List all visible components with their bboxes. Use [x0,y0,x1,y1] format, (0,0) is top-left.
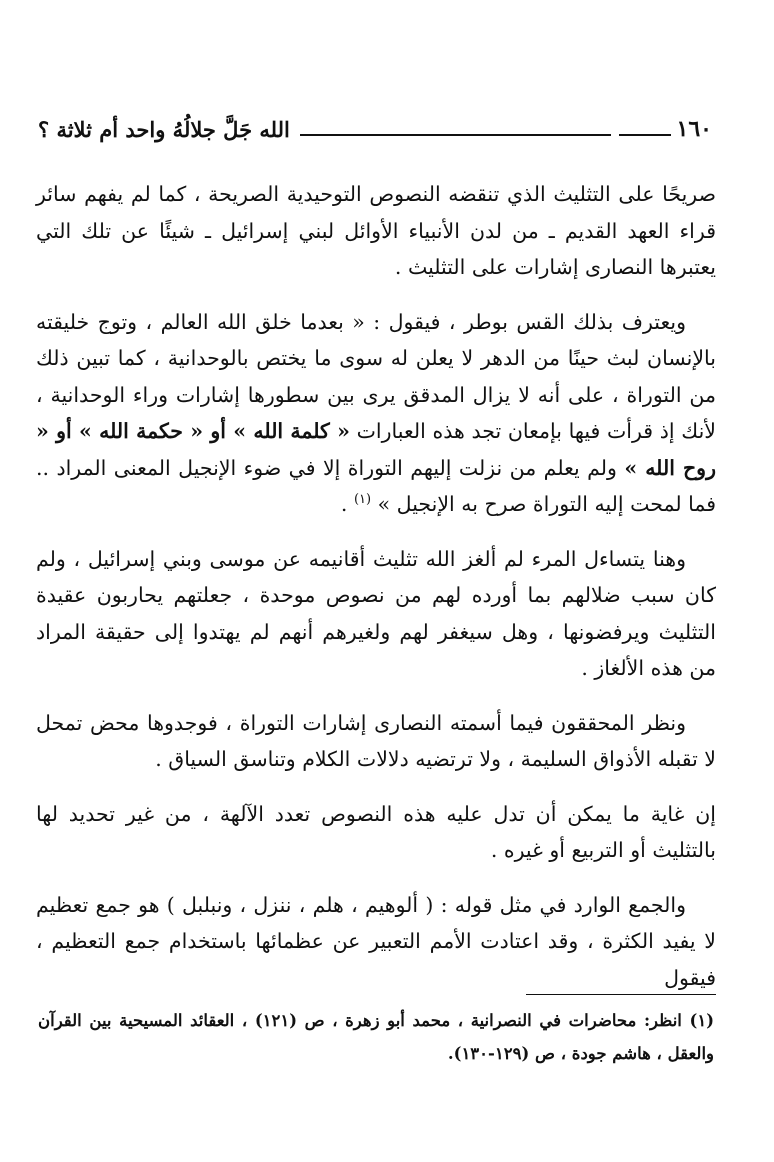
paragraph-6: والجمع الوارد في مثل قوله : ( ألوهيم ، هلم ، ننزل ، ونبلبل ) هو جمع تعظيم لا يفيد الكثرة ، وقد اعتادت الأمم التعبير عن عظمائها باستخدام جمع التعظيم ، فيقول [36,892,716,990]
paragraph-2-end: . [340,492,354,516]
header-rule-long [300,134,611,136]
paragraph-3: وهنا يتساءل المرء لم ألغز الله تثليث أقانيمه عن موسى وبني إسرائيل ، ولم كان سبب ضلالهم بما أورده لهم من نصوص موحدة ، جعلتهم يحاربون عقيدة التثليث ويرفضونها ، وهل سيغفر لهم ولغيرهم أنهم لم يهتدوا إلى حقيقة المراد من هذه الألغاز . [36,546,716,680]
footnote: (١) انظر: محاضرات في النصرانية ، محمد أبو زهرة ، ص (١٢١) ، العقائد المسيحية بين القرآن والعقل ، هاشم جودة ، ص (١٢٩-١٣٠). [38,1011,714,1063]
footnote-marker: (١) [353,492,372,508]
running-title: الله جَلَّ جلالُهُ واحد أم ثلاثة ؟ [38,117,290,142]
running-header [38,100,712,140]
header-rule-short [619,134,671,136]
paragraph-4: ونظر المحققون فيما أسمته النصارى إشارات التوراة ، فوجدوها محض تمحل لا تقبله الأذواق السليمة ، ولا ترتضيه دلالات الكلام وتناسق السياق . [36,710,716,771]
paragraph-5: إن غاية ما يمكن أن تدل عليه هذه النصوص تعدد الآلهة ، من غير تحديد لها بالتثليث أو التربيع أو غيره . [36,801,716,862]
body-text [36,176,716,1014]
footnote-rule [526,994,716,995]
paragraph-2-quoted-terms: « كلمة الله » أو « حكمة الله » أو « روح الله » [36,419,716,480]
paragraph-1: صريحًا على التثليث الذي تنقضه النصوص التوحيدية الصريحة ، كما لم يفهم سائر قراء العهد القديم ـ من لدن الأنبياء الأوائل لبني إسرائيل ـ شيئًا عن تلك التي يعتبرها النصارى إشارات على التثليث . [36,182,716,279]
paragraph-2-part-c: ولم يعلم من نزلت إليهم التوراة إلا في ضوء الإنجيل المعنى المراد .. فما لمحت إليه التوراة صرح به الإنجيل » [36,455,716,516]
paragraph-2 [36,304,716,523]
paragraph-2-part-a: ويعترف بذلك القس بوطر ، فيقول : « بعدما خلق الله العالم ، وتوج خليقته بالإنسان لبث حينًا من الدهر لا يعلن له سوى ما يختص بالوحدانية ، كما تبين ذلك من التوراة ، على أنه لا يزال المدقق يرى بين سطورها إشارات وراء الوحدانية ، لأنك إذ قرأت فيها بإمعان تجد هذه العبارات [36,309,716,443]
page-number: ١٦٠ [676,116,712,142]
